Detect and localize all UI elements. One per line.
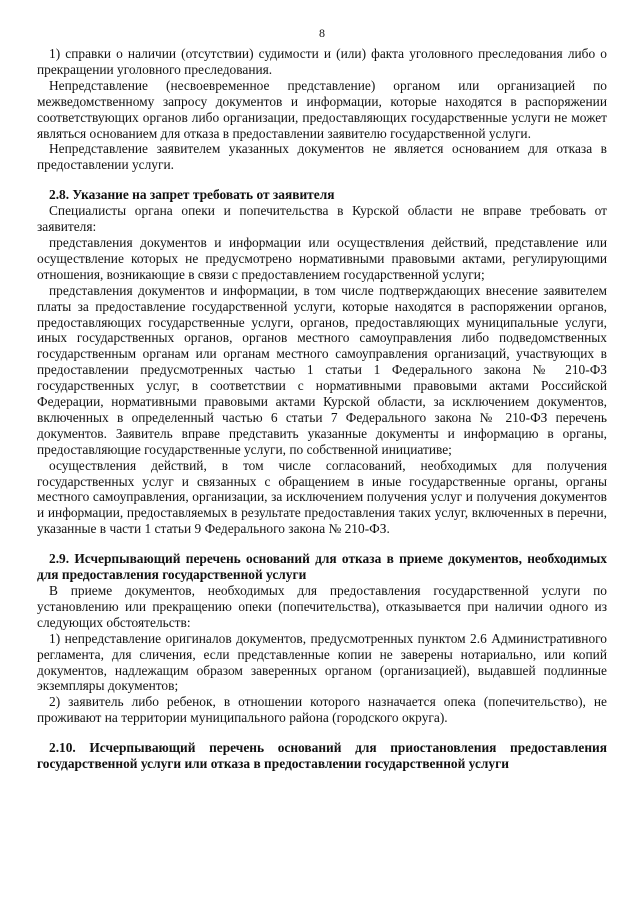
paragraph: В приеме документов, необходимых для предоставления государственной услуги по установлению или прекращению опеки (попечительства), отказывается при наличии одного из следующих обстоятельств: [37, 583, 607, 630]
paragraph: 2) заявитель либо ребенок, в отношении которого назначается опека (попечительство), не проживают на территории муниципального района (городского округа). [37, 694, 607, 726]
section-heading-2-9: 2.9. Исчерпывающий перечень оснований для отказа в приеме документов, необходимых для предоставления государственной услуги [37, 551, 607, 583]
section-heading-2-8: 2.8. Указание на запрет требовать от заявителя [49, 187, 335, 203]
spacer [37, 173, 607, 187]
paragraph: Непредставление (несвоевременное представление) органом или организацией по межведомственному запросу документов и информации, которые находятся в распоряжении соответствующих органов либо организации, предоставляющих государственные услуги не может являться основанием для отказа в предоставлении заявителю государственной услуги. [37, 77, 607, 141]
spacer [37, 726, 607, 740]
paragraph: представления документов и информации, в том числе подтверждающих внесение заявителем платы за предоставление государственной услуги, которые находятся в распоряжении органов, предоставляющих государственные услуги, органов, предоставляющих муниципальные услуги, иных государственных органов, органов местного самоуправления либо подведомственных государственным органам или органам местного самоуправления организаций, участвующих в предоставлении предусмотренных частью 1 статьи 1 Федерального закона № 210-ФЗ государственных услуг, в соответствии с нормативными правовыми актами Российской Федерации, нормативными правовыми актами Курской области, за исключением документов, включенных в определенный частью 6 статьи 7 Федерального закона № 210-ФЗ перечень документов. Заявитель вправе представить указанные документы и информацию в органы, предоставляющие государственные услуги, по собственной инициативе; [37, 282, 607, 457]
spacer [37, 537, 607, 551]
paragraph: 1) справки о наличии (отсутствии) судимости и (или) факта уголовного преследования либо о прекращении уголовного преследования. [37, 46, 607, 77]
paragraph: 1) непредставление оригиналов документов, предусмотренных пунктом 2.6 Административного регламента, для сличения, если представленные копии не заверены нотариально, или копий документов, надлежащим образом заверенных органом (организацией), выдавшей подлинные экземпляры документов; [37, 630, 607, 694]
paragraph: Специалисты органа опеки и попечительства в Курской области не вправе требовать от заявителя: [37, 203, 607, 235]
section-heading-2-10: 2.10. Исчерпывающий перечень оснований для приостановления предоставления государственной услуги или отказа в предоставлении государственной услуги [37, 740, 607, 772]
paragraph: осуществления действий, в том числе согласований, необходимых для получения государственных услуг и связанных с обращением в иные государственные органы, органы местного самоуправления, организации, за исключением получения услуг и получения документов и информации, предоставляемых в результате предоставления таких услуг, включенных в перечни, указанные в части 1 статьи 9 Федерального закона № 210-ФЗ. [37, 457, 607, 537]
page-number: 8 [319, 26, 325, 40]
paragraph: Непредставление заявителем указанных документов не является основанием для отказа в предоставлении услуги. [37, 141, 607, 173]
paragraph: представления документов и информации или осуществления действий, представление или осуществление которых не предусмотрено нормативными правовыми актами, регулирующими отношения, возникающие в связи с предоставлением государственной услуги; [37, 234, 607, 282]
